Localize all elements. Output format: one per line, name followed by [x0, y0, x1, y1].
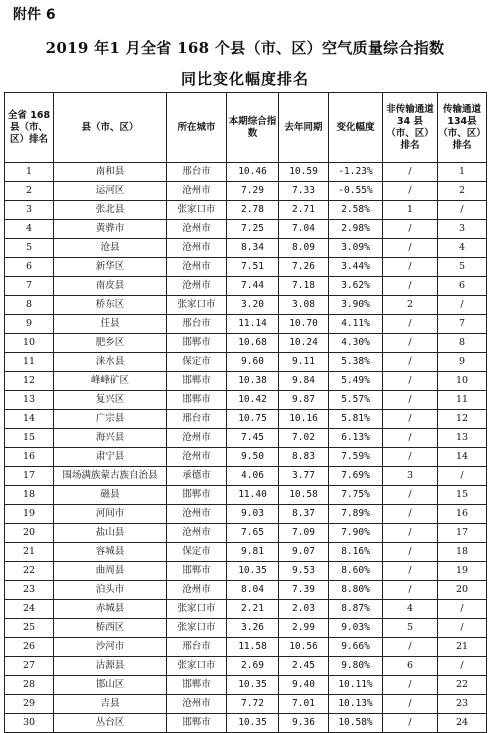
cell-non-transport-rank: /: [383, 581, 438, 600]
table-row: [5, 448, 487, 467]
cell-change: -0.55%: [329, 182, 383, 201]
cell-non-transport-rank: /: [383, 543, 438, 562]
cell-current-index: 3.20: [227, 296, 279, 315]
cell-county: 新华区: [54, 258, 167, 277]
cell-current-index: 8.04: [227, 581, 279, 600]
cell-city: 承德市: [167, 467, 227, 486]
table-row: [5, 619, 487, 638]
cell-last-year: 10.24: [279, 334, 329, 353]
cell-city: 邯郸市: [167, 486, 227, 505]
cell-change: 9.80%: [329, 657, 383, 676]
cell-non-transport-rank: /: [383, 695, 438, 714]
header-county: 县（市、区）: [54, 93, 167, 163]
cell-transport-rank: 24: [438, 714, 487, 733]
cell-last-year: 9.40: [279, 676, 329, 695]
cell-last-year: 9.07: [279, 543, 329, 562]
cell-non-transport-rank: /: [383, 391, 438, 410]
cell-last-year: 2.45: [279, 657, 329, 676]
cell-county: 桥东区: [54, 296, 167, 315]
cell-county: 肃宁县: [54, 448, 167, 467]
cell-city: 邢台市: [167, 638, 227, 657]
cell-change: 7.75%: [329, 486, 383, 505]
cell-change: 10.11%: [329, 676, 383, 695]
cell-change: 10.58%: [329, 714, 383, 733]
cell-county: 张北县: [54, 201, 167, 220]
cell-last-year: 9.36: [279, 714, 329, 733]
cell-city: 张家口市: [167, 296, 227, 315]
cell-city: 沧州市: [167, 695, 227, 714]
cell-city: 沧州市: [167, 505, 227, 524]
cell-current-index: 9.81: [227, 543, 279, 562]
cell-transport-rank: 16: [438, 505, 487, 524]
cell-non-transport-rank: /: [383, 429, 438, 448]
table-row: [5, 201, 487, 220]
cell-county: 南皮县: [54, 277, 167, 296]
cell-transport-rank: 23: [438, 695, 487, 714]
cell-last-year: 10.59: [279, 163, 329, 182]
cell-county: 河间市: [54, 505, 167, 524]
ranking-table: [4, 92, 487, 733]
cell-transport-rank: /: [438, 600, 487, 619]
cell-transport-rank: 18: [438, 543, 487, 562]
table-row: [5, 524, 487, 543]
cell-non-transport-rank: /: [383, 714, 438, 733]
cell-change: 6.13%: [329, 429, 383, 448]
header-current-index: 本期综合指数: [227, 93, 279, 163]
cell-county: 曲周县: [54, 562, 167, 581]
table-row: [5, 505, 487, 524]
cell-last-year: 9.53: [279, 562, 329, 581]
cell-change: 8.87%: [329, 600, 383, 619]
cell-non-transport-rank: /: [383, 638, 438, 657]
cell-province-rank: 29: [5, 695, 54, 714]
cell-county: 任县: [54, 315, 167, 334]
cell-transport-rank: /: [438, 296, 487, 315]
cell-province-rank: 19: [5, 505, 54, 524]
cell-province-rank: 28: [5, 676, 54, 695]
header-city: 所在城市: [167, 93, 227, 163]
cell-change: 4.11%: [329, 315, 383, 334]
cell-non-transport-rank: /: [383, 277, 438, 296]
cell-current-index: 7.72: [227, 695, 279, 714]
cell-province-rank: 25: [5, 619, 54, 638]
cell-change: 8.16%: [329, 543, 383, 562]
cell-province-rank: 30: [5, 714, 54, 733]
cell-non-transport-rank: /: [383, 524, 438, 543]
cell-transport-rank: 2: [438, 182, 487, 201]
cell-change: 2.58%: [329, 201, 383, 220]
header-non-transport-rank: 非传输通道 34 县（市、区）排名: [383, 93, 438, 163]
table-header-row: [5, 93, 487, 163]
cell-transport-rank: /: [438, 657, 487, 676]
cell-current-index: 10.35: [227, 562, 279, 581]
cell-city: 邢台市: [167, 163, 227, 182]
cell-city: 沧州市: [167, 258, 227, 277]
document-title: 2019 年1 月全省 168 个县（市、区）空气质量综合指数: [45, 39, 445, 57]
cell-city: 沧州市: [167, 524, 227, 543]
cell-county: 桥西区: [54, 619, 167, 638]
table-row: [5, 239, 487, 258]
cell-non-transport-rank: 5: [383, 619, 438, 638]
cell-county: 邯山区: [54, 676, 167, 695]
table-row: [5, 410, 487, 429]
cell-current-index: 7.44: [227, 277, 279, 296]
table-row: [5, 296, 487, 315]
cell-current-index: 3.26: [227, 619, 279, 638]
cell-last-year: 7.02: [279, 429, 329, 448]
cell-transport-rank: 12: [438, 410, 487, 429]
table-row: [5, 277, 487, 296]
cell-current-index: 11.14: [227, 315, 279, 334]
cell-change: 7.89%: [329, 505, 383, 524]
cell-city: 邯郸市: [167, 714, 227, 733]
cell-province-rank: 18: [5, 486, 54, 505]
cell-change: 7.90%: [329, 524, 383, 543]
cell-current-index: 7.65: [227, 524, 279, 543]
document-subtitle: 同比变化幅度排名: [180, 70, 309, 88]
cell-county: 盐山县: [54, 524, 167, 543]
cell-province-rank: 15: [5, 429, 54, 448]
cell-transport-rank: 15: [438, 486, 487, 505]
cell-non-transport-rank: 2: [383, 296, 438, 315]
cell-province-rank: 14: [5, 410, 54, 429]
cell-city: 保定市: [167, 543, 227, 562]
cell-non-transport-rank: /: [383, 353, 438, 372]
cell-current-index: 9.03: [227, 505, 279, 524]
cell-city: 张家口市: [167, 201, 227, 220]
cell-city: 沧州市: [167, 448, 227, 467]
cell-province-rank: 24: [5, 600, 54, 619]
cell-last-year: 2.71: [279, 201, 329, 220]
cell-city: 邯郸市: [167, 334, 227, 353]
cell-county: 运河区: [54, 182, 167, 201]
table-row: [5, 334, 487, 353]
cell-last-year: 7.09: [279, 524, 329, 543]
cell-last-year: 8.37: [279, 505, 329, 524]
cell-county: 海兴县: [54, 429, 167, 448]
cell-province-rank: 4: [5, 220, 54, 239]
cell-province-rank: 5: [5, 239, 54, 258]
table-row: [5, 638, 487, 657]
cell-transport-rank: 7: [438, 315, 487, 334]
cell-transport-rank: 1: [438, 163, 487, 182]
table-row: [5, 429, 487, 448]
cell-city: 邯郸市: [167, 372, 227, 391]
cell-change: 3.44%: [329, 258, 383, 277]
cell-province-rank: 12: [5, 372, 54, 391]
cell-transport-rank: 20: [438, 581, 487, 600]
cell-current-index: 10.42: [227, 391, 279, 410]
cell-non-transport-rank: 3: [383, 467, 438, 486]
cell-transport-rank: 13: [438, 429, 487, 448]
cell-city: 沧州市: [167, 429, 227, 448]
cell-change: 3.09%: [329, 239, 383, 258]
cell-county: 围场满族蒙古族自治县: [54, 467, 167, 486]
cell-city: 沧州市: [167, 277, 227, 296]
cell-transport-rank: 6: [438, 277, 487, 296]
cell-non-transport-rank: /: [383, 448, 438, 467]
cell-change: 3.62%: [329, 277, 383, 296]
cell-change: 7.69%: [329, 467, 383, 486]
cell-current-index: 11.58: [227, 638, 279, 657]
cell-city: 邯郸市: [167, 562, 227, 581]
cell-county: 磁县: [54, 486, 167, 505]
cell-last-year: 10.56: [279, 638, 329, 657]
cell-city: 邯郸市: [167, 391, 227, 410]
cell-county: 沙河市: [54, 638, 167, 657]
cell-current-index: 10.75: [227, 410, 279, 429]
cell-province-rank: 1: [5, 163, 54, 182]
cell-non-transport-rank: 6: [383, 657, 438, 676]
cell-non-transport-rank: /: [383, 334, 438, 353]
cell-city: 邯郸市: [167, 676, 227, 695]
cell-last-year: 8.83: [279, 448, 329, 467]
cell-province-rank: 23: [5, 581, 54, 600]
cell-city: 邢台市: [167, 315, 227, 334]
cell-city: 张家口市: [167, 600, 227, 619]
cell-change: 8.60%: [329, 562, 383, 581]
cell-transport-rank: 9: [438, 353, 487, 372]
cell-transport-rank: 22: [438, 676, 487, 695]
cell-province-rank: 13: [5, 391, 54, 410]
cell-non-transport-rank: /: [383, 505, 438, 524]
cell-province-rank: 21: [5, 543, 54, 562]
table-row: [5, 163, 487, 182]
cell-province-rank: 7: [5, 277, 54, 296]
cell-transport-rank: 8: [438, 334, 487, 353]
cell-last-year: 3.08: [279, 296, 329, 315]
cell-last-year: 9.11: [279, 353, 329, 372]
cell-change: 5.81%: [329, 410, 383, 429]
cell-province-rank: 10: [5, 334, 54, 353]
cell-change: 5.57%: [329, 391, 383, 410]
cell-last-year: 9.84: [279, 372, 329, 391]
table-row: [5, 695, 487, 714]
cell-non-transport-rank: /: [383, 372, 438, 391]
cell-city: 沧州市: [167, 239, 227, 258]
cell-last-year: 3.77: [279, 467, 329, 486]
cell-non-transport-rank: /: [383, 220, 438, 239]
cell-city: 张家口市: [167, 657, 227, 676]
cell-last-year: 7.18: [279, 277, 329, 296]
cell-city: 保定市: [167, 353, 227, 372]
cell-current-index: 11.40: [227, 486, 279, 505]
cell-non-transport-rank: 1: [383, 201, 438, 220]
cell-last-year: 8.09: [279, 239, 329, 258]
cell-last-year: 9.87: [279, 391, 329, 410]
table-row: [5, 391, 487, 410]
table-row: [5, 220, 487, 239]
header-province-rank: 全省 168 县（市、区）排名: [5, 93, 54, 163]
cell-last-year: 10.16: [279, 410, 329, 429]
cell-last-year: 7.01: [279, 695, 329, 714]
cell-change: 9.03%: [329, 619, 383, 638]
cell-province-rank: 3: [5, 201, 54, 220]
cell-current-index: 10.38: [227, 372, 279, 391]
cell-county: 黄骅市: [54, 220, 167, 239]
cell-current-index: 4.06: [227, 467, 279, 486]
cell-city: 沧州市: [167, 220, 227, 239]
cell-current-index: 10.46: [227, 163, 279, 182]
cell-province-rank: 6: [5, 258, 54, 277]
cell-city: 沧州市: [167, 581, 227, 600]
cell-county: 沧县: [54, 239, 167, 258]
cell-transport-rank: 21: [438, 638, 487, 657]
cell-city: 张家口市: [167, 619, 227, 638]
cell-last-year: 2.99: [279, 619, 329, 638]
table-row: [5, 315, 487, 334]
cell-county: 泊头市: [54, 581, 167, 600]
cell-current-index: 7.51: [227, 258, 279, 277]
cell-city: 沧州市: [167, 182, 227, 201]
cell-province-rank: 16: [5, 448, 54, 467]
cell-non-transport-rank: /: [383, 486, 438, 505]
cell-change: 9.66%: [329, 638, 383, 657]
cell-current-index: 7.25: [227, 220, 279, 239]
cell-county: 复兴区: [54, 391, 167, 410]
cell-transport-rank: 4: [438, 239, 487, 258]
cell-non-transport-rank: /: [383, 562, 438, 581]
cell-non-transport-rank: /: [383, 676, 438, 695]
table-row: [5, 353, 487, 372]
header-transport-rank: 传输通道 134县（市、区）排名: [438, 93, 487, 163]
cell-province-rank: 2: [5, 182, 54, 201]
cell-change: 7.59%: [329, 448, 383, 467]
cell-county: 沽源县: [54, 657, 167, 676]
cell-province-rank: 22: [5, 562, 54, 581]
cell-change: 5.38%: [329, 353, 383, 372]
cell-county: 涞水县: [54, 353, 167, 372]
table-row: [5, 182, 487, 201]
cell-province-rank: 11: [5, 353, 54, 372]
cell-current-index: 9.50: [227, 448, 279, 467]
cell-county: 峰峰矿区: [54, 372, 167, 391]
cell-transport-rank: 5: [438, 258, 487, 277]
cell-last-year: 7.39: [279, 581, 329, 600]
cell-change: 10.13%: [329, 695, 383, 714]
cell-current-index: 9.60: [227, 353, 279, 372]
cell-transport-rank: 10: [438, 372, 487, 391]
cell-county: 丛台区: [54, 714, 167, 733]
cell-transport-rank: /: [438, 619, 487, 638]
cell-change: 8.80%: [329, 581, 383, 600]
table-body: [5, 163, 487, 733]
cell-transport-rank: 3: [438, 220, 487, 239]
cell-non-transport-rank: /: [383, 239, 438, 258]
header-change: 变化幅度: [329, 93, 383, 163]
cell-current-index: 10.35: [227, 714, 279, 733]
cell-non-transport-rank: /: [383, 163, 438, 182]
cell-county: 赤城县: [54, 600, 167, 619]
cell-last-year: 10.58: [279, 486, 329, 505]
cell-province-rank: 9: [5, 315, 54, 334]
cell-province-rank: 8: [5, 296, 54, 315]
cell-last-year: 7.26: [279, 258, 329, 277]
cell-change: 3.90%: [329, 296, 383, 315]
cell-non-transport-rank: /: [383, 182, 438, 201]
attachment-label: 附件 6: [13, 7, 56, 23]
table-row: [5, 467, 487, 486]
cell-current-index: 2.69: [227, 657, 279, 676]
cell-city: 邢台市: [167, 410, 227, 429]
table-row: [5, 581, 487, 600]
cell-current-index: 8.34: [227, 239, 279, 258]
header-last-year: 去年同期: [279, 93, 329, 163]
cell-non-transport-rank: /: [383, 410, 438, 429]
cell-province-rank: 26: [5, 638, 54, 657]
cell-last-year: 2.03: [279, 600, 329, 619]
cell-non-transport-rank: /: [383, 258, 438, 277]
cell-current-index: 2.78: [227, 201, 279, 220]
table-row: [5, 657, 487, 676]
cell-county: 吉县: [54, 695, 167, 714]
cell-current-index: 2.21: [227, 600, 279, 619]
cell-change: -1.23%: [329, 163, 383, 182]
table-row: [5, 543, 487, 562]
cell-last-year: 7.33: [279, 182, 329, 201]
cell-change: 4.30%: [329, 334, 383, 353]
cell-current-index: 10.35: [227, 676, 279, 695]
cell-non-transport-rank: 4: [383, 600, 438, 619]
cell-county: 广宗县: [54, 410, 167, 429]
table-row: [5, 600, 487, 619]
cell-transport-rank: 11: [438, 391, 487, 410]
cell-transport-rank: 14: [438, 448, 487, 467]
cell-last-year: 7.04: [279, 220, 329, 239]
table-row: [5, 714, 487, 733]
table-row: [5, 562, 487, 581]
cell-province-rank: 27: [5, 657, 54, 676]
table-row: [5, 676, 487, 695]
cell-transport-rank: 17: [438, 524, 487, 543]
cell-current-index: 7.45: [227, 429, 279, 448]
cell-change: 5.49%: [329, 372, 383, 391]
cell-province-rank: 17: [5, 467, 54, 486]
cell-last-year: 10.70: [279, 315, 329, 334]
cell-province-rank: 20: [5, 524, 54, 543]
cell-county: 南和县: [54, 163, 167, 182]
cell-non-transport-rank: /: [383, 315, 438, 334]
cell-county: 肥乡区: [54, 334, 167, 353]
table-row: [5, 258, 487, 277]
cell-county: 容城县: [54, 543, 167, 562]
cell-change: 2.98%: [329, 220, 383, 239]
cell-current-index: 10.68: [227, 334, 279, 353]
cell-current-index: 7.29: [227, 182, 279, 201]
cell-transport-rank: 19: [438, 562, 487, 581]
cell-transport-rank: /: [438, 467, 487, 486]
table-row: [5, 486, 487, 505]
table-row: [5, 372, 487, 391]
cell-transport-rank: /: [438, 201, 487, 220]
